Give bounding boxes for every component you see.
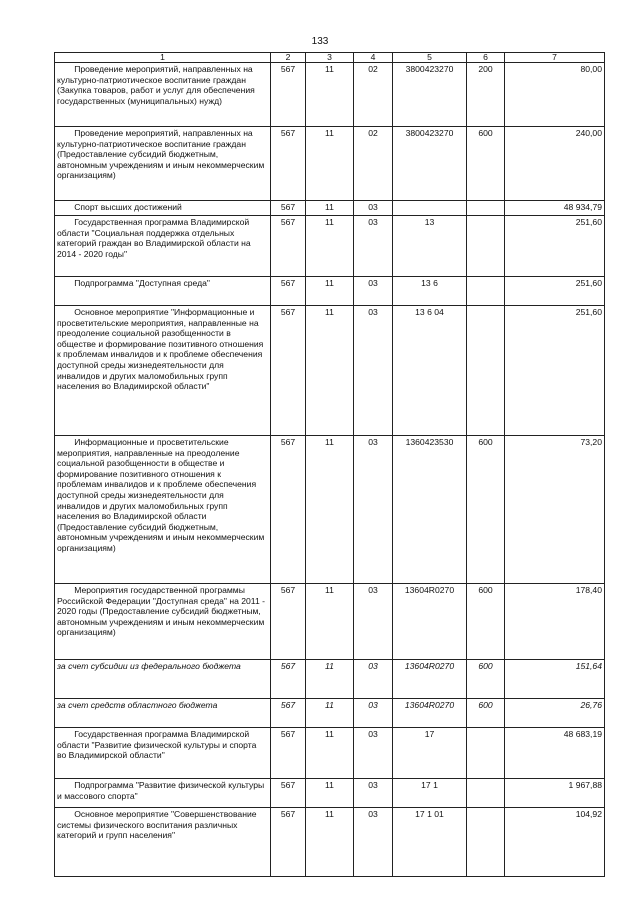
amount-cell: 26,76 — [505, 699, 605, 728]
grbs-code-cell: 567 — [271, 728, 306, 779]
section-code-cell: 11 — [306, 584, 354, 660]
header-cell: 5 — [393, 53, 467, 63]
expense-type-cell — [467, 306, 505, 436]
target-article-cell: 13604R0270 — [393, 584, 467, 660]
amount-cell: 240,00 — [505, 127, 605, 201]
amount-cell: 251,60 — [505, 306, 605, 436]
grbs-code-cell: 567 — [271, 660, 306, 699]
header-cell: 2 — [271, 53, 306, 63]
table-row — [55, 306, 605, 436]
section-code-cell: 11 — [306, 216, 354, 277]
target-article-cell: 1360423530 — [393, 436, 467, 584]
row-name-cell: Государственная программа Владимирской области "Социальная поддержка отдельных категорий граждан во Владимирской области на 2014 - 2020 годы" — [55, 216, 271, 277]
section-code-cell: 11 — [306, 277, 354, 306]
target-article-cell: 13604R0270 — [393, 660, 467, 699]
row-name-cell: Проведение мероприятий, направленных на культурно-патриотическое воспитание граждан (Закупка товаров, работ и услуг для обеспечения государственных (муниципальных) нужд) — [55, 63, 271, 127]
subsection-code-cell: 03 — [354, 201, 393, 216]
grbs-code-cell: 567 — [271, 779, 306, 808]
target-article-cell: 13 6 — [393, 277, 467, 306]
grbs-code-cell: 567 — [271, 808, 306, 877]
target-article-cell — [393, 201, 467, 216]
header-cell: 4 — [354, 53, 393, 63]
grbs-code-cell: 567 — [271, 63, 306, 127]
table-row — [55, 728, 605, 779]
grbs-code-cell: 567 — [271, 584, 306, 660]
amount-cell: 48 934,79 — [505, 201, 605, 216]
table-row — [55, 660, 605, 699]
amount-cell: 80,00 — [505, 63, 605, 127]
table-row — [55, 808, 605, 877]
row-name-cell: Информационные и просветительские мероприятия, направленные на преодоление социальной разобщенности в обществе и формирование позитивного отношения к проблемам инвалидов и к проблеме обеспечения доступной среды жизнедеятельности для инвалидов и других маломобильных групп населения во Владимирской области (Предоставление субсидий бюджетным, автономным учреждениям и иным некоммерческим организациям) — [55, 436, 271, 584]
header-cell: 7 — [505, 53, 605, 63]
grbs-code-cell: 567 — [271, 436, 306, 584]
amount-cell: 178,40 — [505, 584, 605, 660]
row-name-cell: Государственная программа Владимирской области "Развитие физической культуры и спорта во Владимирской области" — [55, 728, 271, 779]
budget-table — [54, 52, 605, 877]
grbs-code-cell: 567 — [271, 277, 306, 306]
row-name-cell: Мероприятия государственной программы Российской Федерации "Доступная среда" на 2011 - 2020 годы (Предоставление субсидий бюджетным, автономным учреждениям и иным некоммерческим организациям) — [55, 584, 271, 660]
section-code-cell: 11 — [306, 660, 354, 699]
expense-type-cell: 600 — [467, 660, 505, 699]
page-number: 133 — [311, 36, 329, 47]
expense-type-cell: 600 — [467, 584, 505, 660]
section-code-cell: 11 — [306, 779, 354, 808]
grbs-code-cell: 567 — [271, 306, 306, 436]
section-code-cell: 11 — [306, 808, 354, 877]
section-code-cell: 11 — [306, 63, 354, 127]
table-row — [55, 216, 605, 277]
subsection-code-cell: 02 — [354, 127, 393, 201]
amount-cell: 1 967,88 — [505, 779, 605, 808]
header-cell: 1 — [55, 53, 271, 63]
amount-cell: 151,64 — [505, 660, 605, 699]
target-article-cell: 17 — [393, 728, 467, 779]
grbs-code-cell: 567 — [271, 216, 306, 277]
expense-type-cell — [467, 779, 505, 808]
subsection-code-cell: 03 — [354, 699, 393, 728]
grbs-code-cell: 567 — [271, 127, 306, 201]
amount-cell: 73,20 — [505, 436, 605, 584]
target-article-cell: 17 1 01 — [393, 808, 467, 877]
subsection-code-cell: 03 — [354, 216, 393, 277]
row-name-cell: Проведение мероприятий, направленных на культурно-патриотическое воспитание граждан (Предоставление субсидий бюджетным, автономным учреждениям и иным некоммерческим организациям) — [55, 127, 271, 201]
amount-cell: 251,60 — [505, 277, 605, 306]
row-name-cell: Основное мероприятие "Информационные и просветительские мероприятия, направленные на преодоление социальной разобщенности в обществе и формирование позитивного отношения к проблемам инвалидов и к проблеме обеспечения доступной среды жизнедеятельности для инвалидов и других маломобильных групп населения во Владимирской области" — [55, 306, 271, 436]
subsection-code-cell: 03 — [354, 808, 393, 877]
expense-type-cell — [467, 201, 505, 216]
table-row — [55, 63, 605, 127]
subsection-code-cell: 03 — [354, 660, 393, 699]
target-article-cell: 13 6 04 — [393, 306, 467, 436]
table-row — [55, 779, 605, 808]
subsection-code-cell: 03 — [354, 584, 393, 660]
table-row — [55, 277, 605, 306]
section-code-cell: 11 — [306, 728, 354, 779]
expense-type-cell: 600 — [467, 436, 505, 584]
expense-type-cell — [467, 216, 505, 277]
subsection-code-cell: 03 — [354, 728, 393, 779]
expense-type-cell — [467, 277, 505, 306]
table-row — [55, 584, 605, 660]
table-row — [55, 201, 605, 216]
subsection-code-cell: 03 — [354, 306, 393, 436]
target-article-cell: 13 — [393, 216, 467, 277]
row-name-cell: Основное мероприятие "Совершенствование системы физического воспитания различных категорий и групп населения" — [55, 808, 271, 877]
expense-type-cell: 600 — [467, 127, 505, 201]
header-cell: 3 — [306, 53, 354, 63]
subsection-code-cell: 03 — [354, 779, 393, 808]
grbs-code-cell: 567 — [271, 201, 306, 216]
row-name-cell: Подпрограмма "Доступная среда" — [55, 277, 271, 306]
expense-type-cell: 200 — [467, 63, 505, 127]
row-name-cell: за счет средств областного бюджета — [55, 699, 271, 728]
subsection-code-cell: 03 — [354, 436, 393, 584]
target-article-cell: 3800423270 — [393, 127, 467, 201]
target-article-cell: 17 1 — [393, 779, 467, 808]
expense-type-cell — [467, 728, 505, 779]
expense-type-cell — [467, 808, 505, 877]
section-code-cell: 11 — [306, 306, 354, 436]
header-cell: 6 — [467, 53, 505, 63]
amount-cell: 251,60 — [505, 216, 605, 277]
header-row — [55, 53, 605, 63]
target-article-cell: 3800423270 — [393, 63, 467, 127]
grbs-code-cell: 567 — [271, 699, 306, 728]
section-code-cell: 11 — [306, 127, 354, 201]
expense-type-cell: 600 — [467, 699, 505, 728]
target-article-cell: 13604R0270 — [393, 699, 467, 728]
section-code-cell: 11 — [306, 436, 354, 584]
table-row — [55, 699, 605, 728]
section-code-cell: 11 — [306, 699, 354, 728]
section-code-cell: 11 — [306, 201, 354, 216]
subsection-code-cell: 03 — [354, 277, 393, 306]
amount-cell: 104,92 — [505, 808, 605, 877]
row-name-cell: за счет субсидии из федерального бюджета — [55, 660, 271, 699]
amount-cell: 48 683,19 — [505, 728, 605, 779]
table-row — [55, 436, 605, 584]
row-name-cell: Подпрограмма "Развитие физической культуры и массового спорта" — [55, 779, 271, 808]
row-name-cell: Спорт высших достижений — [55, 201, 271, 216]
table-row — [55, 127, 605, 201]
subsection-code-cell: 02 — [354, 63, 393, 127]
